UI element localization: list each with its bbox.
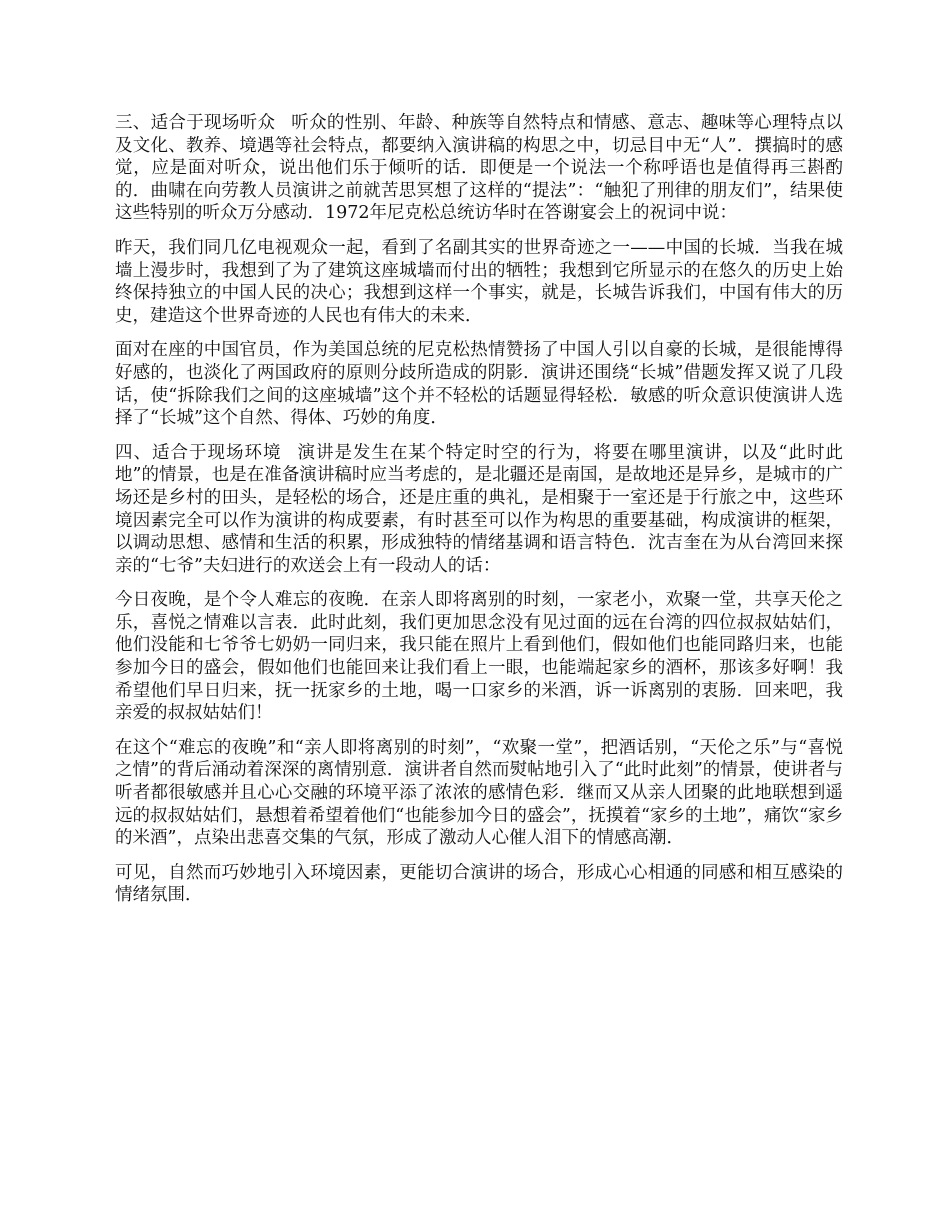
paragraph-text: 可见，自然而巧妙地引入环境因素，更能切合演讲的场合，形成心心相通的同感和相互感染的情绪氛围． [115, 862, 843, 906]
paragraph-text: 在这个“难忘的夜晚”和“亲人即将离别的时刻”，“欢聚一堂”，把酒话别，“天伦之乐”与“喜悦之情”的背后涌动着深深的离情别意．演讲者自然而熨帖地引入了“此时此刻”的情景，使讲者与听者都很敏感并且心心交融的环境平添了浓浓的感情色彩．继而又从亲人团聚的此地联想到遥远的叔叔姑姑们，悬想着希望着他们“也能参加今日的盛会”，抚摸着“家乡的土地”，痛饮“家乡的米酒”，点染出悲喜交集的气氛，形成了激动人心催人泪下的情感高潮． [115, 737, 843, 849]
paragraph-7 [115, 862, 843, 907]
paragraph-2-quote [115, 237, 843, 327]
paragraph-text: 听众的性别、年龄、种族等自然特点和情感、意志、趣味等心理特点以及文化、教养、境遇等社会特点，都要纳入演讲稿的构思之中，切忌目中无“人”．撰搞时的感觉，应是面对听众，说出他们乐于倾听的话．即便是一个说法一个称呼语也是值得再三斟酌的．曲啸在向劳教人员演讲之前就苦思冥想了这样的“提法”：“触犯了刑律的朋友们”，结果使这些特别的听众万分感动．1972年尼克松总统访华时在答谢宴会上的祝词中说： [115, 113, 844, 224]
paragraph-text: 面对在座的中国官员，作为美国总统的尼克松热情赞扬了中国人引以自豪的长城，是很能博得好感的，也淡化了两国政府的原则分歧所造成的阴影．演讲还围绕“长城”借题发挥又说了几段话，使“拆除我们之间的这座城墙”这个并不轻松的话题显得轻松．敏感的听众意识使演讲人选择了“长城”这个自然、得体、巧妙的角度． [115, 340, 843, 429]
paragraph-1 [115, 112, 843, 225]
paragraph-text: 今日夜晚，是个令人难忘的夜晚．在亲人即将离别的时刻，一家老小，欢聚一堂，共享天伦之乐，喜悦之情难以言表．此时此刻，我们更加思念没有见过面的远在台湾的四位叔叔姑姑们，他们没能和七爷爷七奶奶一同归来，我只能在照片上看到他们，假如他们也能同路归来，也能参加今日的盛会，假如他们也能回来让我们看上一眼，也能端起家乡的酒杯，那该多好啊！我希望他们早日归来，抚一抚家乡的土地，喝一口家乡的米酒，诉一诉离别的衷肠．回来吧，我亲爱的叔叔姑姑们！ [115, 590, 843, 724]
paragraph-5-quote [115, 589, 843, 725]
paragraph-6 [115, 737, 843, 850]
paragraph-text: 昨天，我们同几亿电视观众一起，看到了名副其实的世界奇迹之一——中国的长城．当我在城墙上漫步时，我想到了为了建筑这座城墙而付出的牺牲；我想到它所显示的在悠久的历史上始终保持独立的中国人民的决心；我想到这样一个事实，就是，长城告诉我们，中国有伟大的历史，建造这个世界奇迹的人民也有伟大的未来． [115, 237, 843, 326]
section-heading-3: 三、适合于现场听众 [115, 113, 276, 133]
section-heading-4: 四、适合于现场环境 [115, 442, 282, 463]
paragraph-4 [115, 442, 843, 578]
paragraph-text: 演讲是发生在某个特定时空的行为，将要在哪里演讲，以及“此时此地”的情景，也是在准备演讲稿时应当考虑的，是北疆还是南国，是故地还是异乡，是城市的广场还是乡村的田头，是轻松的场合，还是庄重的典礼，是相聚于一室还是于行旅之中，这些环境因素完全可以作为演讲的构成要素，有时甚至可以作为构思的重要基础，构成演讲的框架，以调动思想、感情和生活的积累，形成独特的情绪基调和语言特色．沈吉奎在为从台湾回来探亲的“七爷”夫妇进行的欢送会上有一段动人的话： [115, 442, 843, 576]
document-page [115, 112, 843, 919]
paragraph-3 [115, 339, 843, 429]
